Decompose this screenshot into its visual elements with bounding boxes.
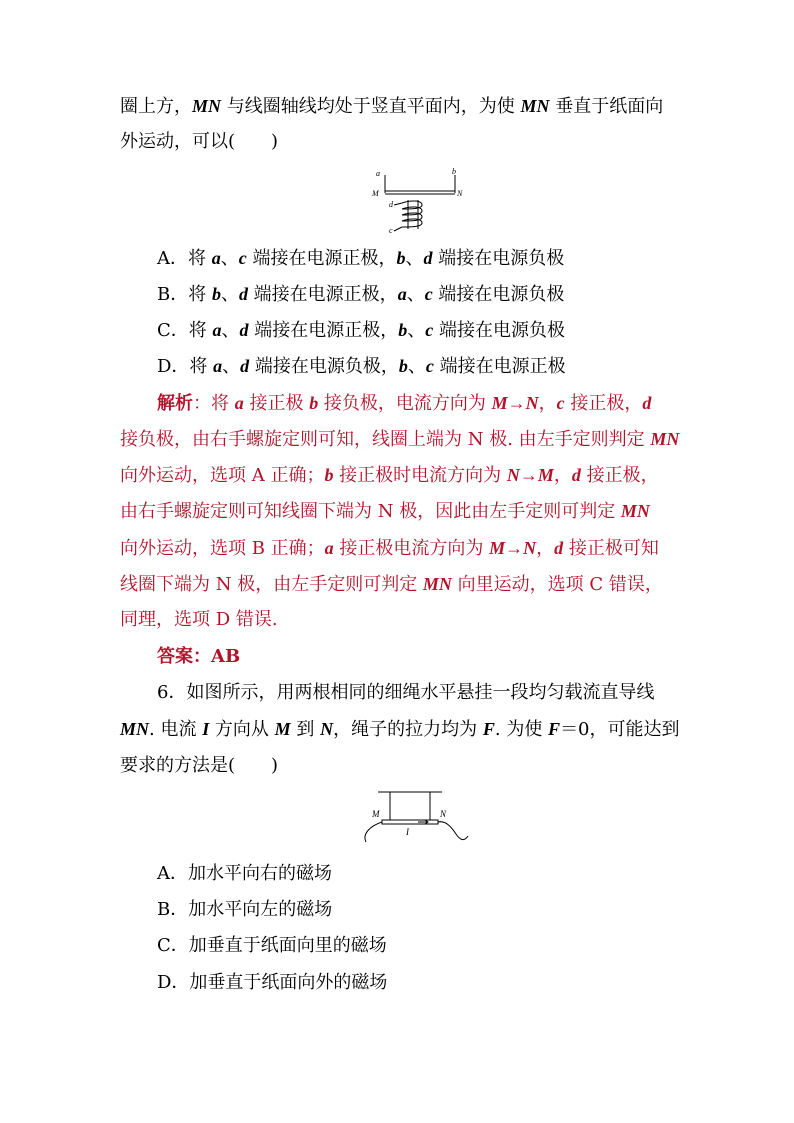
q6-option-c[interactable]: C．加垂直于纸面向里的磁场 bbox=[157, 935, 387, 956]
q5-analysis-line-6: 线圈下端为 N 极，由左手定则可判定 MN 向里运动，选项 C 错误， bbox=[120, 574, 663, 595]
q6-stem-line-2: MN. 电流 I 方向从 M 到 N，绳子的拉力均为 F. 为使 F＝0，可能达到 bbox=[120, 719, 680, 740]
q5-analysis-line-4: 由右手螺旋定则可知线圈下端为 N 极，因此由左手定则可判定 MN bbox=[120, 501, 650, 522]
q5-answer bbox=[157, 645, 240, 669]
q5-coil-figure bbox=[370, 165, 470, 237]
q5-option-b[interactable]: B．将 b、d 端接在电源正极，a、c 端接在电源负极 bbox=[157, 284, 565, 305]
q5-analysis-line-1: 解析：将 a 接正极 b 接负极，电流方向为 M→N，c 接正极，d bbox=[157, 393, 652, 414]
q5-analysis-line-5: 向外运动，选项 B 正确；a 接正极电流方向为 M→N，d 接正极可知 bbox=[120, 538, 659, 559]
q5-stem-line-1: 圈上方，MN 与线圈轴线均处于竖直平面内，为使 MN 垂直于纸面向 bbox=[120, 96, 664, 117]
q6-stem-line-1: 6．如图所示，用两根相同的细绳水平悬挂一段均匀载流直导线 bbox=[157, 682, 655, 703]
q5-stem-line-2: 外运动，可以( ) bbox=[120, 131, 279, 152]
answer-label: 答案 bbox=[157, 646, 193, 667]
analysis-label: 解析 bbox=[157, 393, 193, 414]
q5-option-d[interactable]: D．将 a、d 端接在电源负极，b、c 端接在电源正极 bbox=[157, 356, 566, 377]
q6-option-b[interactable]: B．加水平向左的磁场 bbox=[157, 899, 333, 920]
fig-label-b: b bbox=[452, 167, 456, 176]
q5-analysis-line-3: 向外运动，选项 A 正确；b 接正极时电流方向为 N→M，d 接正极， bbox=[120, 465, 659, 486]
q6-wire-figure bbox=[360, 790, 480, 854]
fig-label-N2: N bbox=[440, 809, 447, 819]
fig-label-N: N bbox=[457, 189, 463, 198]
q5-option-c[interactable]: C．将 a、d 端接在电源正极，b、c 端接在电源负极 bbox=[157, 320, 565, 341]
q6-stem-line-3: 要求的方法是( ) bbox=[120, 755, 279, 776]
q6-option-d[interactable]: D．加垂直于纸面向外的磁场 bbox=[157, 972, 388, 993]
fig-label-I: I bbox=[406, 827, 409, 837]
answer-value: ：AB bbox=[193, 646, 241, 667]
fig-label-c: c bbox=[389, 226, 393, 235]
q5-analysis-line-2: 接负极，由右手螺旋定则可知，线圈上端为 N 极. 由左手定则判定 MN bbox=[120, 429, 680, 450]
fig-label-d: d bbox=[389, 200, 393, 209]
q5-analysis-line-7: 同理，选项 D 错误. bbox=[120, 609, 278, 630]
q6-option-a[interactable]: A．加水平向右的磁场 bbox=[157, 863, 332, 884]
fig-label-M: M bbox=[372, 189, 379, 198]
q5-option-a[interactable]: A．将 a、c 端接在电源正极，b、d 端接在电源负极 bbox=[157, 248, 565, 269]
fig-label-M2: M bbox=[372, 809, 380, 819]
fig-label-a: a bbox=[376, 169, 380, 178]
